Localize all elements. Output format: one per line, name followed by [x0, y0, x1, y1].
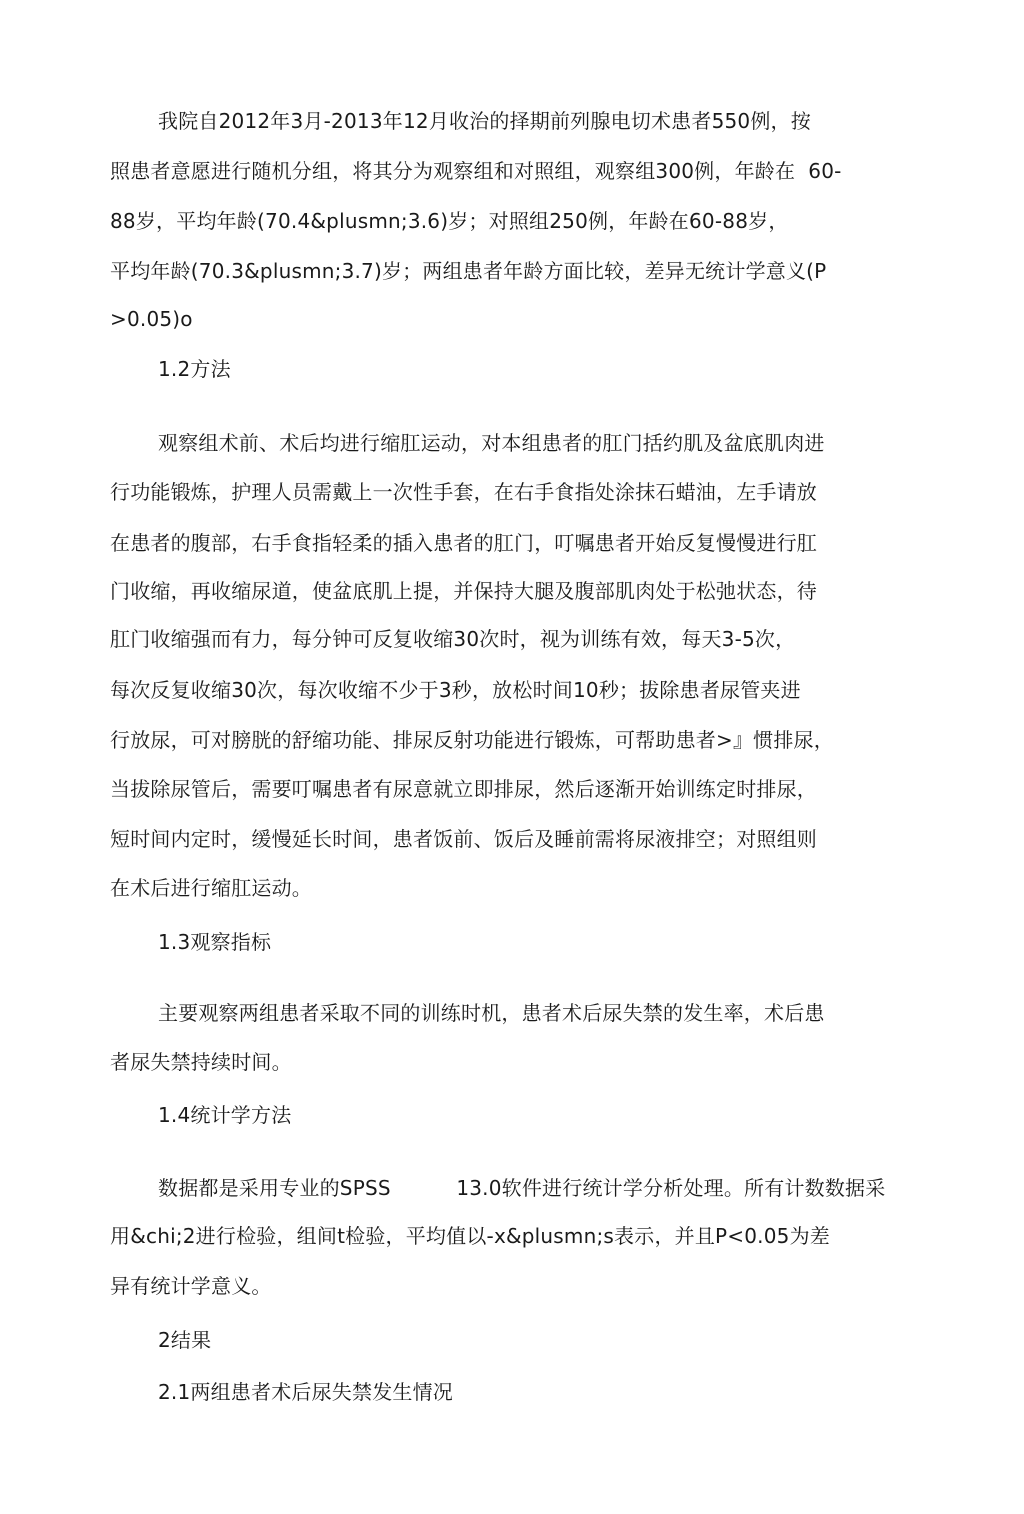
section-heading: 2.1两组患者术后尿失禁发生情况: [158, 1380, 454, 1404]
paragraph-line: 行功能锻炼，护理人员需戴上一次性手套，在右手食指处涂抹石蜡油，左手请放: [110, 480, 817, 504]
paragraph-line: 在术后进行缩肛运动。: [110, 876, 312, 900]
paragraph-line: 异有统计学意义。: [110, 1274, 272, 1298]
paragraph-line: 用&chi;2进行检验，组间t检验，平均值以-x&plusmn;s表示，并且P<0.05为差: [110, 1224, 830, 1248]
paragraph-line: 主要观察两组患者采取不同的训练时机，患者术后尿失禁的发生率，术后患: [158, 1001, 825, 1025]
section-heading: 2结果: [158, 1328, 212, 1352]
paragraph-line: 88岁，平均年龄(70.4&plusmn;3.6)岁；对照组250例，年龄在60-88岁，: [110, 209, 789, 233]
paragraph-line: 肛门收缩强而有力，每分钟可反复收缩30次时，视为训练有效，每天3-5次，: [110, 627, 796, 651]
paragraph-line: 观察组术前、术后均进行缩肛运动，对本组患者的肛门括约肌及盆底肌肉进: [158, 431, 825, 455]
paragraph-line: 在患者的腹部，右手食指轻柔的插入患者的肛门，叮嘱患者开始反复慢慢进行肛: [110, 531, 817, 555]
paragraph-line: 行放尿，可对膀胱的舒缩功能、排尿反射功能进行锻炼，可帮助患者>』惯排尿，: [110, 728, 834, 752]
section-heading: 1.2方法: [158, 357, 231, 381]
paragraph-line: 照患者意愿进行随机分组，将其分为观察组和对照组，观察组300例，年龄在 60-: [110, 159, 842, 183]
paragraph-line: 数据都是采用专业的SPSS 13.0软件进行统计学分析处理。所有计数数据采: [158, 1176, 886, 1200]
section-heading: 1.3观察指标: [158, 930, 272, 954]
paragraph-line: 我院自2012年3月-2013年12月收治的择期前列腺电切术患者550例，按: [158, 109, 811, 133]
paragraph-line: 者尿失禁持续时间。: [110, 1050, 292, 1074]
paragraph-line: 门收缩，再收缩尿道，使盆底肌上提，并保持大腿及腹部肌肉处于松弛状态，待: [110, 579, 817, 603]
paragraph-line: 平均年龄(70.3&plusmn;3.7)岁；两组患者年龄方面比较，差异无统计学意义(P: [110, 259, 827, 283]
paragraph-line: 当拔除尿管后，需要叮嘱患者有尿意就立即排尿，然后逐渐开始训练定时排尿，: [110, 777, 817, 801]
section-heading: 1.4统计学方法: [158, 1103, 292, 1127]
paragraph-line: >0.05)o: [110, 307, 193, 331]
paragraph-line: 每次反复收缩30次，每次收缩不少于3秒，放松时间10秒；拔除患者尿管夹进: [110, 678, 801, 702]
paragraph-line: 短时间内定时，缓慢延长时间，患者饭前、饭后及睡前需将尿液排空；对照组则: [110, 827, 817, 851]
